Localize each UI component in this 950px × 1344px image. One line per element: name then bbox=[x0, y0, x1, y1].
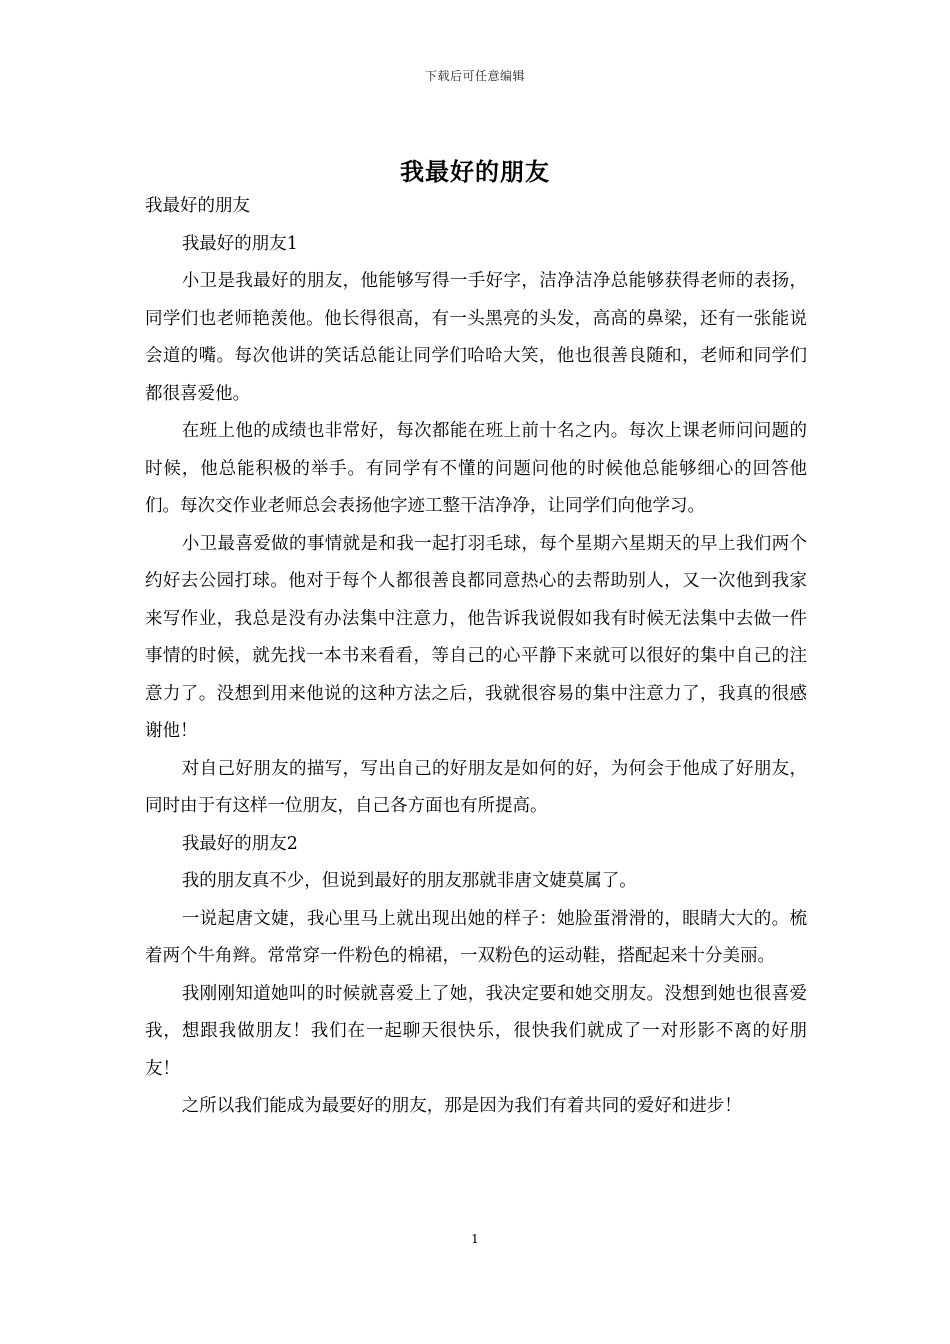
page-header: 下载后可任意编辑 bbox=[424, 69, 525, 83]
body-paragraph: 小卫是我最好的朋友，他能够写得一手好字，洁净洁净总能够获得老师的表扬，同学们也老师艳羡他。他长得很高，有一头黑亮的头发，高高的鼻梁，还有一张能说会道的嘴。每次他讲的笑话总能让同学们哈哈大笑，他也很善良随和，老师和同学们都很喜爱他。 bbox=[145, 271, 807, 404]
body-paragraph: 我刚刚知道她叫的时候就喜爱上了她，我决定要和她交朋友。没想到她也很喜爱我，想跟我做朋友！我们在一起聊天很快乐，很快我们就成了一对形影不离的好朋友！ bbox=[145, 983, 807, 1079]
document-body bbox=[145, 188, 807, 1126]
subtitle-paragraph: 我最好的朋友 bbox=[145, 196, 250, 216]
page-number: 1 bbox=[471, 1232, 479, 1246]
section-heading-1: 我最好的朋友1 bbox=[181, 233, 298, 254]
body-paragraph: 在班上他的成绩也非常好，每次都能在班上前十名之内。每次上课老师问问题的时候，他总能积极的举手。有同学有不懂的问题问他的时候他总能够细心的回答他们。每次交作业老师总会表扬他字迹工整干洁净净，让同学们向他学习。 bbox=[145, 421, 807, 516]
body-paragraph: 对自己好朋友的描写，写出自己的好朋友是如何的好，为何会于他成了好朋友，同时由于有这样一位朋友，自己各方面也有所提高。 bbox=[145, 758, 807, 816]
body-paragraph: 小卫最喜爱做的事情就是和我一起打羽毛球，每个星期六星期天的早上我们两个约好去公园打球。他对于每个人都很善良都同意热心的去帮助别人，又一次他到我家来写作业，我总是没有办法集中注意力，他告诉我说假如我有时候无法集中去做一件事情的时候，就先找一本书来看看，等自己的心平静下来就可以很好的集中自己的注意力了。没想到用来他说的这种方法之后，我就很容易的集中注意力了，我真的很感谢他！ bbox=[145, 533, 807, 741]
body-paragraph: 之所以我们能成为最要好的朋友，那是因为我们有着共同的爱好和进步！ bbox=[181, 1096, 742, 1116]
body-paragraph: 一说起唐文婕，我心里马上就出现出她的样子：她脸蛋滑滑的，眼睛大大的。梳着两个牛角辫。常常穿一件粉色的棉裙，一双粉色的运动鞋，搭配起来十分美丽。 bbox=[145, 908, 807, 966]
document-title: 我最好的朋友 bbox=[400, 157, 550, 186]
section-heading-2: 我最好的朋友2 bbox=[181, 833, 298, 854]
body-paragraph: 我的朋友真不少，但说到最好的朋友那就非唐文婕莫属了。 bbox=[181, 871, 637, 891]
